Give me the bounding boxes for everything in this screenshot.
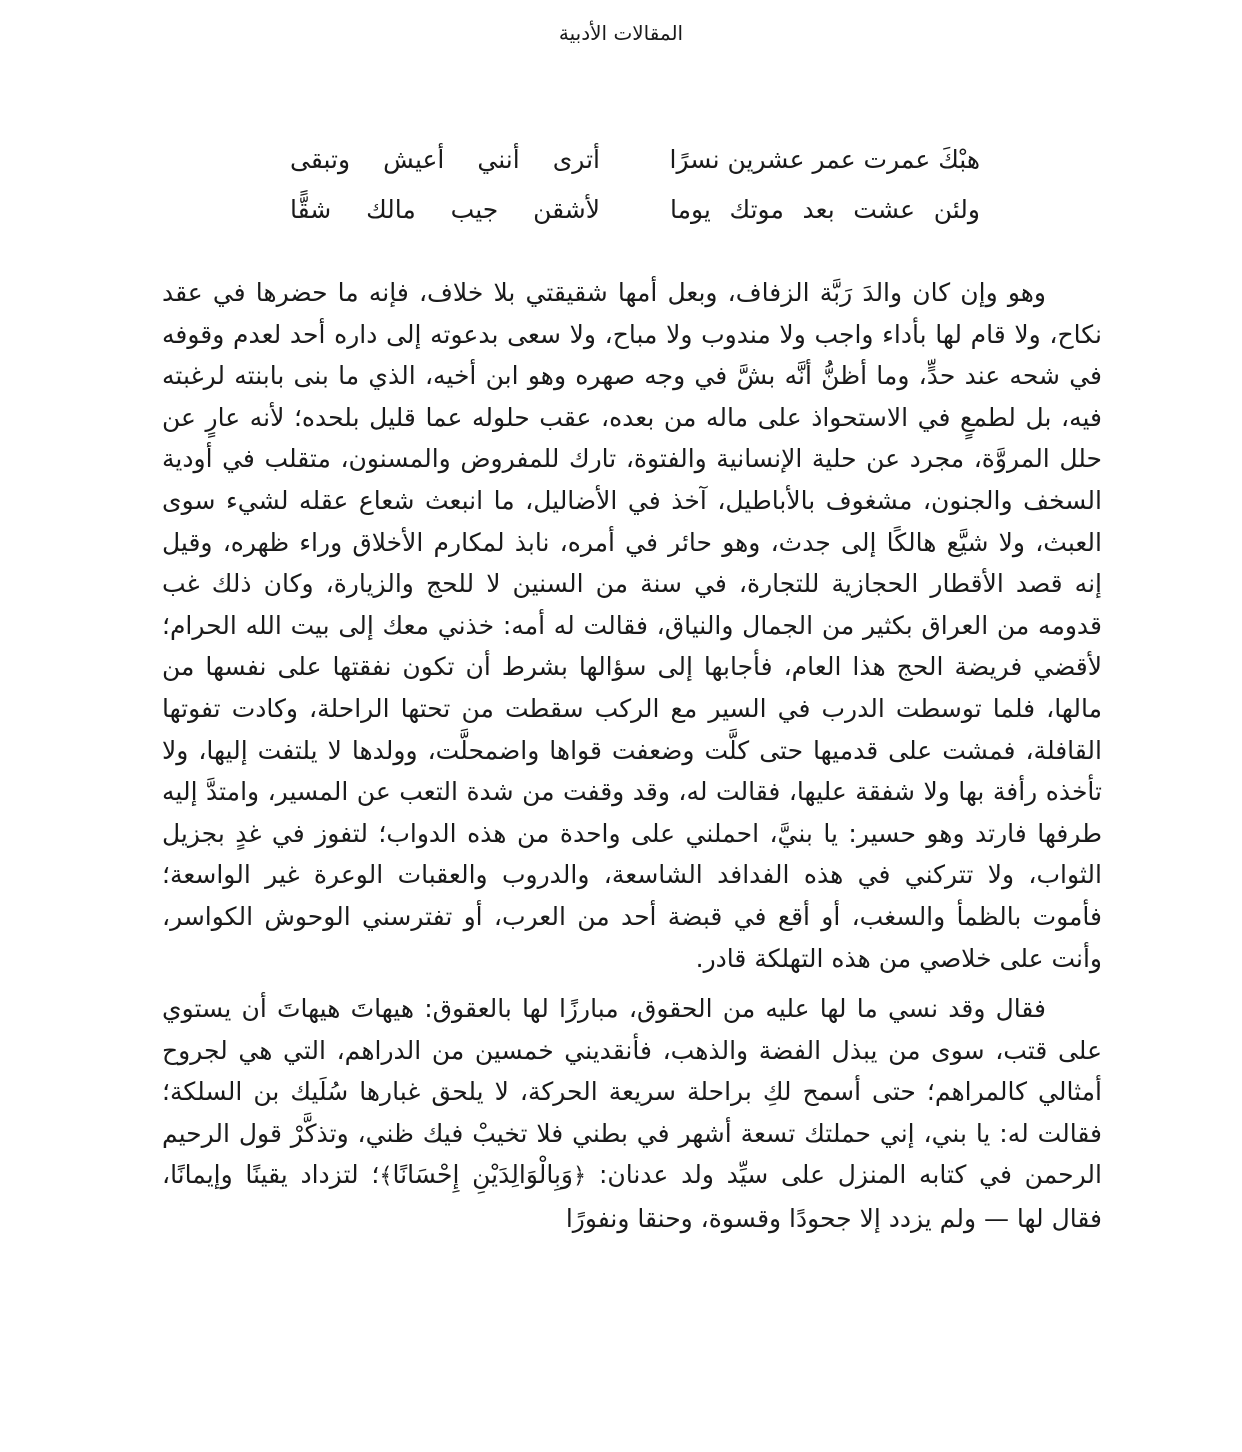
- body-text: [162, 272, 1102, 1249]
- poem-second-hemistich: أترى أنني أعيش وتبقى: [290, 145, 600, 174]
- poem: [290, 140, 980, 240]
- paragraph-text: ؛ لتزداد يقينًا وإيمانًا، فقال لها — ولم يزدد إلا جحودًا وقسوة، وحنقا ونفورًا: [162, 1160, 1102, 1234]
- poem-verse: [290, 190, 980, 240]
- poem-first-hemistich: ولئن عشت بعد موتك يوما: [670, 195, 980, 224]
- quran-bracket-close-icon: ﴾: [379, 1163, 393, 1190]
- paragraph: [162, 988, 1102, 1240]
- paragraph: وهو وإن كان والدَ رَبَّة الزفاف، وبعل أمها شقيقتي بلا خلاف، فإنه ما حضرها في عقد نكاح، ولا قام لها بأداء واجب ولا مندوب ولا مباح، ولا سعى بدعوته إلى داره أحد لعدم وقوفه في شحه عند حدٍّ، وما أظنُّ أنَّه بشَّ في وجه صهره وهو ابن أخيه، الذي ما بنى بابنته لرغبته فيه، بل لطمعٍ في الاستحواذ على ماله من بعده، عقب حلوله عما قليل بلحده؛ لأنه عارٍ عن حلل المروَّة، مجرد عن حلية الإنسانية والفتوة، تارك للمفروض والمسنون، متقلب في أودية السخف والجنون، مشغوف بالأباطيل، آخذ في الأضاليل، ما انبعث شعاع عقله لشيء سوى العبث، ولا شيَّع هالكًا إلى جدث، وهو حائر في أمره، نابذ لمكارم الأخلاق وراء ظهره، وقيل إنه قصد الأقطار الحجازية للتجارة، في سنة من السنين لا للحج والزيارة، وكان ذلك غب قدومه من العراق بكثير من الجمال والنياق، فقالت له أمه: خذني معك إلى بيت الله الحرام؛ لأقضي فريضة الحج هذا العام، فأجابها إلى سؤالها بشرط أن تكون نفقتها على نفسها من مالها، فلما توسطت الدرب في السير مع الركب سقطت من تحتها الراحلة، وكادت تفوتها القافلة، فمشت على قدميها حتى كلَّت وضعفت قواها واضمحلَّت، وولدها لا يلتفت إليها، ولا تأخذه رأفة بها ولا شفقة عليها، فقالت له، وقد وقفت من شدة التعب عن المسير، وامتدَّ إليه طرفها فارتد وهو حسير: يا بنيَّ، احملني على واحدة من هذه الدواب؛ لتفوز في غدٍ بجزيل الثواب، ولا تتركني في هذه الفدافد الشاسعة، والدروب والعقبات الوعرة غير الواسعة؛ فأموت بالظمأ والسغب، أو أقع في قبضة أحد من العرب، أو تفترسني الوحوش الكواسر، وأنت على خلاصي من هذه التهلكة قادر.: [162, 278, 1102, 973]
- poem-verse: [290, 140, 980, 190]
- quran-quote: وَبِالْوَالِدَيْنِ إِحْسَانًا: [392, 1160, 574, 1190]
- poem-first-hemistich: هبْكَ عمرت عمر عشرين نسرًا: [669, 145, 980, 174]
- running-header: المقالات الأدبية: [558, 21, 684, 45]
- poem-second-hemistich: لأشقن جيب مالك شقًّا: [290, 195, 600, 224]
- quran-bracket-open-icon: ﴿: [573, 1163, 587, 1190]
- paragraph-text: فقال وقد نسي ما لها عليه من الحقوق، مبارزًا لها بالعقوق: هيهاتَ هيهاتَ أن يستوي على قتب، سوى من يبذل الفضة والذهب، فأنقديني خمسين من الدراهم، التي هي لجروح أمثالي كالمراهم؛ حتى أسمح لكِ براحلة سريعة الحركة، لا يلحق غبارها سُلَيك بن السلكة؛ فقالت له: يا بني، إني حملتك تسعة أشهر في بطني فلا تخيبْ فيك ظني، وتذكَّرْ قول الرحيم الرحمن في كتابه المنزل على سيِّد ولد عدنان:: [162, 994, 1102, 1190]
